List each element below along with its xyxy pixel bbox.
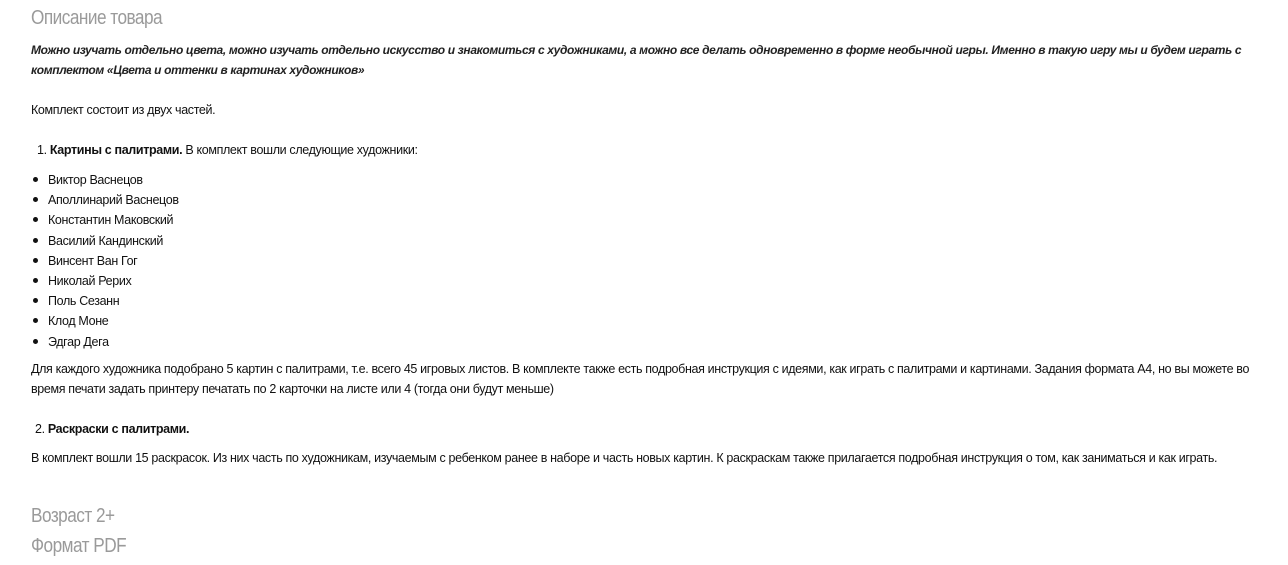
bullet-icon (33, 258, 38, 263)
part1-number: 1. (37, 143, 47, 157)
list-item: Поль Сезанн (31, 291, 179, 311)
format-heading: Формат PDF (31, 535, 127, 557)
bullet-icon (33, 339, 38, 344)
bullet-icon (33, 197, 38, 202)
part1-heading (37, 140, 1269, 160)
list-item: Аполлинарий Васнецов (31, 190, 179, 210)
age-heading: Возраст 2+ (31, 505, 115, 527)
intro-paragraph: Можно изучать отдельно цвета, можно изучать отдельно искусство и знакомиться с художниками, а можно все делать одновременно в форме необычной игры. Именно в такую игру мы и будем играть с комплектом «Цвета и оттенки в картинах художников» (31, 43, 1242, 77)
part2-description: В комплект вошли 15 раскрасок. Из них часть по художникам, изучаемым с ребенком ранее в наборе и часть новых картин. К раскраскам также прилагается подробная инструкция о том, как заниматься и как играть. (31, 451, 1218, 465)
artist-list (31, 170, 179, 352)
bullet-icon (33, 177, 38, 182)
part1-text: В комплект вошли следующие художники: (182, 143, 418, 157)
part2-number: 2. (35, 422, 45, 436)
bullet-icon (33, 298, 38, 303)
list-item: Василий Кандинский (31, 231, 179, 251)
list-item: Виктор Васнецов (31, 170, 179, 190)
part1-title: Картины с палитрами. (49, 143, 183, 157)
list-item: Константин Маковский (31, 210, 179, 230)
list-item: Николай Рерих (31, 271, 179, 291)
set-composition-text: Комплект состоит из двух частей. (31, 103, 216, 117)
bullet-icon (33, 217, 38, 222)
list-item: Клод Моне (31, 311, 179, 331)
bullet-icon (33, 278, 38, 283)
part2-heading (35, 419, 1267, 439)
part1-description: Для каждого художника подобрано 5 картин с палитрами, т.е. всего 45 игровых листов. В комплекте также есть подробная инструкция с идеями, как играть с палитрами и картинами. Задания формата А4, но вы можете во время печати задать принтеру печатать по 2 карточки на листе или 4 (тогда они будут меньше) (31, 362, 1250, 396)
list-item: Винсент Ван Гог (31, 251, 179, 271)
bullet-icon (33, 238, 38, 243)
bullet-icon (33, 318, 38, 323)
list-item: Эдгар Дега (31, 332, 179, 352)
description-heading: Описание товара (31, 7, 163, 29)
part2-title: Раскраски с палитрами. (47, 422, 190, 436)
